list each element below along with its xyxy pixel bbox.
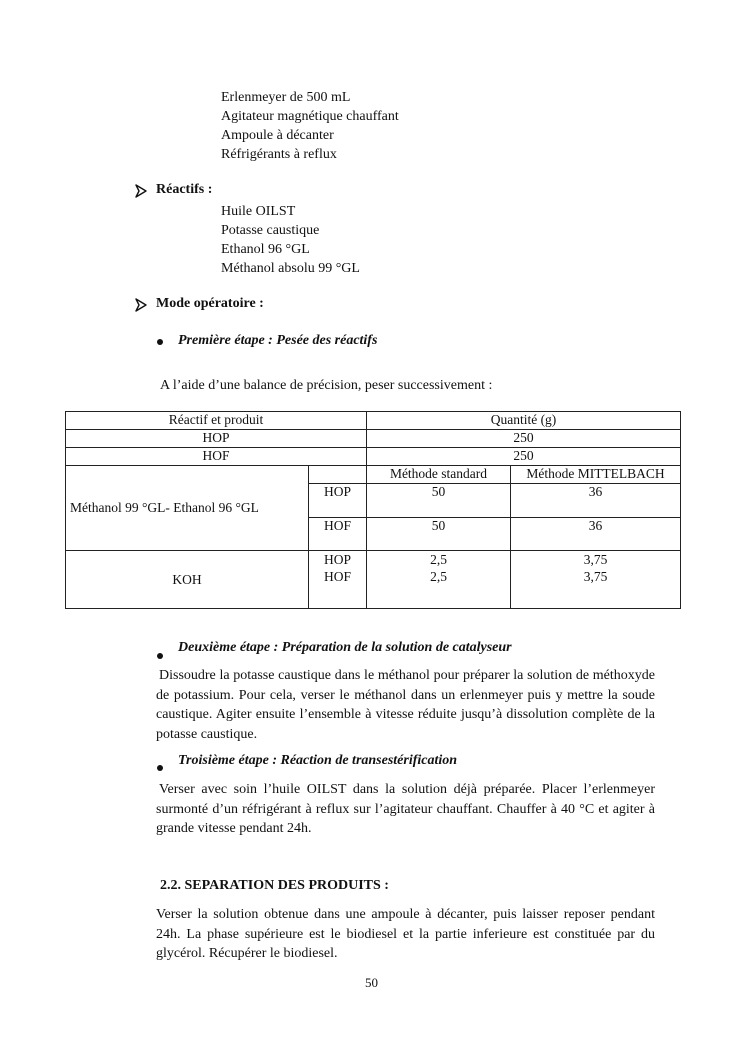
koh-standard-hof: 2,5 bbox=[430, 569, 447, 584]
koh-standard-hop: 2,5 bbox=[430, 552, 447, 567]
step2-paragraph: Dissoudre la potasse caustique dans le méthanol pour préparer la solution de méthoxyde de potassium. Pour cela, verser le méthanol dans un erlenmeyer puis y mettre la soude caustique. Agiter ensuite l’ensemble à vitesse réduite jusqu’à dissolution complète de la potasse caustique. bbox=[156, 668, 655, 742]
equipment-item: Réfrigérants à reflux bbox=[221, 147, 337, 162]
reactif-item: Potasse caustique bbox=[221, 223, 320, 238]
equipment-item: Agitateur magnétique chauffant bbox=[221, 109, 399, 124]
reactif-item: Huile OILST bbox=[221, 204, 296, 219]
equipment-item: Erlenmeyer de 500 mL bbox=[221, 90, 351, 105]
table-cell: 50 bbox=[367, 484, 511, 518]
table-cell: HOF bbox=[66, 448, 367, 466]
step3-paragraph: Verser avec soin l’huile OILST dans la solution déjà préparée. Placer l’erlenmeyer surmonté d’un réfrigérant à reflux sur l’agitateur chauffant. Chauffer à 40 °C et agiter à grande vitesse pendant 24h. bbox=[156, 782, 655, 836]
table-cell: HOF bbox=[309, 518, 367, 551]
koh-oil-hof: HOF bbox=[323, 569, 351, 584]
table-cell: HOP bbox=[309, 484, 367, 518]
table-cell-methanol: Méthanol 99 °GL- Ethanol 96 °GL bbox=[66, 466, 309, 551]
reactifs-heading: Réactifs : bbox=[156, 182, 213, 197]
arrow-bullet-icon bbox=[134, 298, 148, 312]
step1-heading: Première étape : Pesée des réactifs bbox=[178, 333, 378, 348]
reactif-item: Ethanol 96 °GL bbox=[221, 242, 310, 257]
koh-mittelbach-hof: 3,75 bbox=[583, 569, 608, 584]
table-cell: HOP bbox=[66, 430, 367, 448]
bullet-dot-icon bbox=[157, 339, 163, 345]
table-cell-empty bbox=[309, 466, 367, 484]
separation-heading: 2.2. SEPARATION DES PRODUITS : bbox=[160, 878, 389, 893]
page-number: 50 bbox=[365, 975, 378, 990]
step1-intro: A l’aide d’une balance de précision, peser successivement : bbox=[160, 378, 493, 393]
table-header-quantite: Quantité (g) bbox=[367, 412, 681, 430]
bullet-dot-icon bbox=[157, 653, 163, 659]
table-cell: 50 bbox=[367, 518, 511, 551]
table-header-mittelbach: Méthode MITTELBACH bbox=[511, 466, 681, 484]
step3-heading: Troisième étape : Réaction de transestérification bbox=[178, 753, 458, 768]
koh-mittelbach-hop: 3,75 bbox=[583, 552, 608, 567]
separation-paragraph: Verser la solution obtenue dans une ampoule à décanter, puis laisser reposer pendant 24h. La phase supérieure est le biodiesel et la partie inferieure est constituée par du glycérol. Récupérer le biodiesel. bbox=[156, 907, 655, 961]
koh-oil-hop: HOP bbox=[323, 552, 351, 567]
reactif-item: Méthanol absolu 99 °GL bbox=[221, 261, 360, 276]
table-cell bbox=[309, 551, 367, 609]
equipment-item: Ampoule à décanter bbox=[221, 128, 334, 143]
table-cell: 36 bbox=[511, 484, 681, 518]
table-cell: 250 bbox=[367, 430, 681, 448]
mode-heading: Mode opératoire : bbox=[156, 296, 264, 311]
table-cell-koh: KOH bbox=[66, 551, 309, 609]
table-cell: 250 bbox=[367, 448, 681, 466]
table-header-reactif: Réactif et produit bbox=[66, 412, 367, 430]
table-header-standard: Méthode standard bbox=[367, 466, 511, 484]
arrow-bullet-icon bbox=[134, 184, 148, 198]
step2-heading: Deuxième étape : Préparation de la solution de catalyseur bbox=[178, 640, 512, 655]
reactants-table bbox=[65, 411, 681, 609]
table-cell: 36 bbox=[511, 518, 681, 551]
table-cell bbox=[367, 551, 511, 609]
bullet-dot-icon bbox=[157, 765, 163, 771]
table-cell bbox=[511, 551, 681, 609]
